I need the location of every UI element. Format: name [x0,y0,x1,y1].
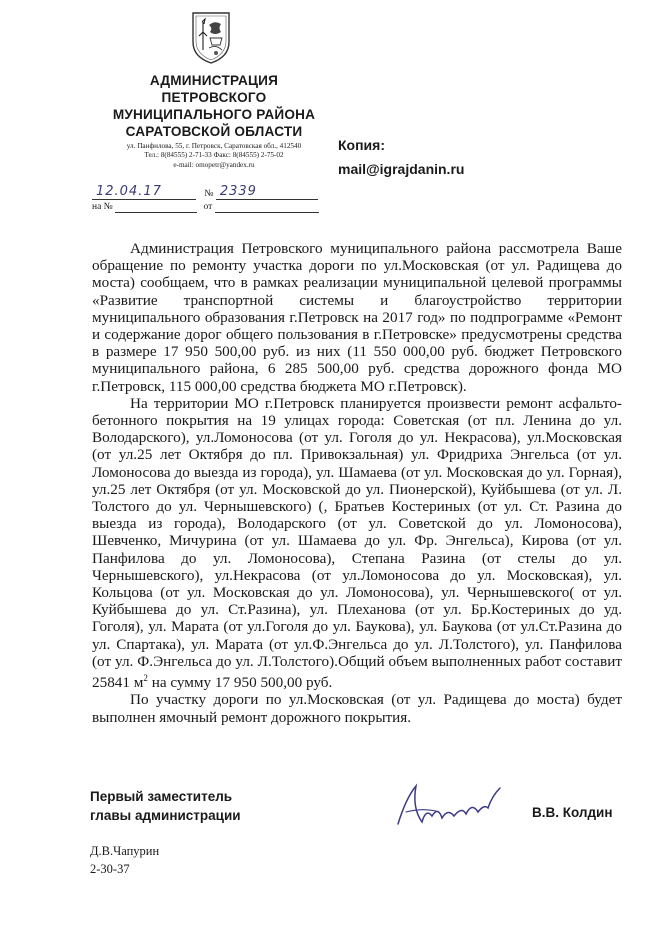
copy-block [338,133,464,181]
executor-name: Д.В.Чапурин [90,844,160,858]
org-phones: Тел.: 8(84555) 2-71-33 Факс: 8(84555) 2-75-02 [144,151,284,160]
area-unit-exponent: 2 [143,673,148,684]
outgoing-number: 2339 [219,184,257,199]
reference-number-label: на № [92,202,113,212]
outgoing-number-label: № [204,189,214,199]
org-address: ул. Панфилова, 55, г. Петровск, Саратовская обл., 412540 [126,142,302,150]
coat-of-arms-icon [190,10,232,66]
outgoing-date: 12.04.17 [96,184,162,199]
org-name-line: САРАТОВСКОЙ ОБЛАСТИ [125,124,303,139]
executor-info [90,842,159,878]
outgoing-registration-row [92,184,318,200]
incoming-reference-row [92,201,319,213]
executor-phone: 2-30-37 [90,862,130,876]
org-name-line: ПЕТРОВСКОГО [161,90,267,105]
organization-name [95,72,333,140]
sum-text: на сумму 17 950 500,00 руб. [151,674,333,692]
org-name-line: МУНИЦИПАЛЬНОГО РАЙОНА [112,107,316,122]
reference-date-label: от [203,202,213,212]
copy-email: mail@igrajdanin.ru [338,161,465,177]
outgoing-date-field [92,184,196,200]
paragraph-2 [92,395,622,692]
handwritten-signature-icon [392,778,504,836]
org-name-line: АДМИНИСТРАЦИЯ [149,73,279,88]
paragraph-2-text: На территории МО г.Петровск планируется произвести ремонт асфальто-бетонного покрытия на 19 улицах города: Советская (от пл. Ленина до ул. Володарского), ул.Ломоносова (от ул. Гоголя до ул. Некрасова), ул.Московская (от ул.25 лет Октября до пл. Привокзальная) ул. Фридриха Энгельса (от ул. Ломоносова до выезда из города), ул. Шамаева (от ул. Московская до ул. Горная), ул.25 лет Октября (от ул. Московской до ул. Пионерской), Куйбышева (от ул. Л. Толстого до ул. Чернышевского) (, Братьев Костериных (от ул. Ст. Разина до выезда из города), Володарского (от ул. Советской до ул. Ломоносова), Шевченко, Мичурина (от ул. Шамаева до ул. Фр. Энгельса), Кирова (от ул. Панфилова до ул. Ломоносова), Степана Разина (от стелы до ул. Чернышевского), ул.Некрасова (от ул.Ломоносова до ул. Московская), ул. Кольцова (от ул. Московская до ул. Ломоносова), ул. Чернышевского( от ул. Куйбышева до ул. Ст.Разина), ул. Плеханова (от ул. Бр.Костериных до уд. Гоголя), ул. Марата (от ул.Гоголя до ул. Баукова), ул. Баукова (от ул.Ст.Разина до ул. Спартака), ул. Марата (от ул.Ф.Энгельса до ул. Л.Толстого), ул. Панфилова (от ул. Ф.Энгельса до ул. Л.Толстого).Общий объем выполненных работ составит 25841 [92,394,622,692]
reference-number-field [115,202,197,213]
paragraph-3: По участку дороги по ул.Московская (от ул. Радищева до моста) будет выполнен ямочный ремонт дорожного покрытия. [92,691,622,726]
area-unit: м [133,674,144,692]
paragraph-1: Администрация Петровского муниципального района рассмотрела Ваше обращение по ремонту участка дороги по ул.Московская (от ул. Радищева до моста) сообщаем, что в рамках реализации муниципальной целевой программы «Развитие транспортной системы и благоустройство территории муниципального образования г.Петровск на 2017 год» по подпрограмме «Ремонт и содержание дорог общего пользования в г.Петровске» предусмотрены средства в размере 17 950 500,00 руб. из них (11 550 000,00 руб. бюджет Петровского муниципального района, 6 285 500,00 руб. средства дорожного фонда МО г.Петровск, 115 000,00 средства бюджета МО г.Петровск). [92,240,622,395]
org-email: e-mail: omopetr@yandex.ru [173,160,255,169]
signatory-title-line-1: Первый заместитель [90,789,233,804]
signatory-title [90,787,241,825]
signatory-title-line-2: главы администрации [90,808,241,823]
organization-contacts [95,142,333,170]
letter-body [92,240,622,726]
reference-date-field [215,202,319,213]
signatory-name: В.В. Колдин [532,805,613,820]
copy-label: Копия: [338,137,385,153]
outgoing-number-field [216,184,318,200]
